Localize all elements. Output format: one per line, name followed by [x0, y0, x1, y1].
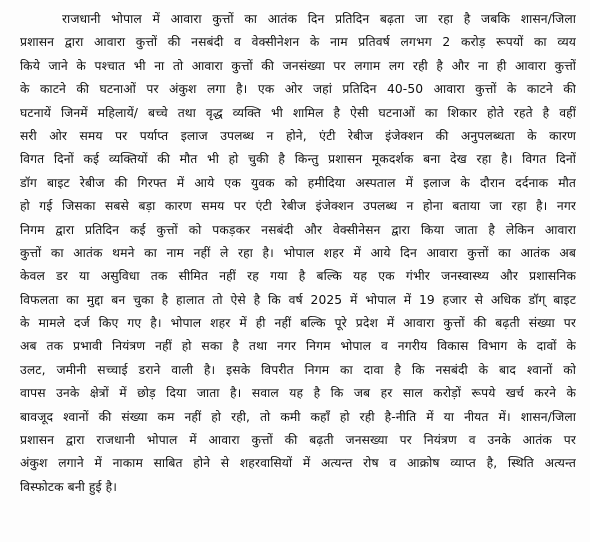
paragraph-line-11: कुत्तों का आतंक थमने का नाम नहीं ले रहा है। भोपाल शहर में आये दिन आवारा कुत्तों का आतंक अब: [20, 245, 576, 260]
paragraph-line-10: निगम द्वारा प्रतिदिन कई कुत्तों को पकड़कर नसबंदी और वेक्सीनेसन द्वारा किया जाता है लेकिन आवारा: [20, 222, 576, 237]
paragraph-line-12: केवल डर या असुविधा तक सीमित नहीं रह गया है बल्कि यह एक गंभीर जनस्वास्थ्य और प्रशासनिक: [20, 269, 576, 284]
paragraph-line-8: डॉग बाइट रेबीज की गिरफ्त में आये एक युवक को हमीदिया अस्पताल में इलाज के दौरान दर्दनाक मौत: [20, 175, 576, 190]
paragraph-line-21: विस्फोटक बनी हुई है।: [20, 479, 118, 494]
paragraph-line-1: राजधानी भोपाल में आवारा कुत्तों का आतंक दिन प्रतिदिन बढ़ता जा रहा है जबकि शासन/जिला: [62, 12, 576, 26]
paragraph-line-17: वापस उनके क्षेत्रों में छोड़ दिया जाता है। सवाल यह है कि जब हर साल करोड़ों रूपये खर्च करने के: [20, 386, 576, 401]
paragraph-line-20: अंकुश लगाने में नाकाम साबित होने से शहरवासियों में अत्यन्त रोष व आक्रोष व्याप्त है, स्थिति अत्यन्त: [20, 456, 576, 471]
paragraph-line-6: सरी ओर समय पर पर्याप्त इलाज उपलब्ध न होने, एंटी रेबीज इंजेक्शन की अनुपलब्धता के कारण: [20, 128, 576, 143]
paragraph-line-13: विफलता का मुद्दा बन चुका है हालात तो ऐसे है कि वर्ष 2025 में भोपाल में 19 हजार से अधिक डॉग् बाइट: [20, 292, 576, 307]
paragraph-line-7: विगत दिनों कई व्यक्तियों की मौत भी हो चुकी है किन्तु प्रशासन मूकदर्शक बना देख रहा है। विगत दिनों: [20, 152, 576, 167]
paragraph-line-3: किये जाने के पश्चात भी ना तो आवारा कुत्तों की जनसंख्या पर लगाम लग रही है और ना ही आवारा कुत्तों: [20, 58, 576, 73]
paragraph-line-2: प्रशासन द्वारा आवारा कुत्तों की नसबंदी व वेक्सीनेशन के नाम प्रतिवर्ष लगभग 2 करोड़ रूपयों का व्यय: [20, 35, 576, 50]
paragraph-line-9: हो गई जिसका सबसे बड़ा कारण समय पर एंटी रेबीज इंजेक्शन उपलब्ध न होना बताया जा रहा है। नगर: [20, 199, 576, 214]
document-paragraph: [20, 8, 576, 499]
paragraph-line-15: अब तक प्रभावी नियंत्रण नहीं हो सका है तथा नगर निगम भोपाल व नगरीय विकास विभाग के दावों के: [20, 339, 576, 354]
paragraph-line-5: घटनायें जिनमें महिलायें/ बच्चे तथा वृद्ध व्यक्ति भी शामिल है ऐसी घटनाओं का शिकार होते रहते है वहीं: [20, 105, 576, 120]
paragraph-line-14: के मामले दर्ज किए गए है। भोपाल शहर में ही नहीं बल्कि पूरे प्रदेश में आवारा कुत्तों की बढ़ती संख्या पर: [20, 316, 576, 331]
paragraph-line-4: के काटने की घटनाओं पर अंकुश लगा है। एक ओर जहां प्रतिदिन 40-50 आवारा कुत्तों के काटने की: [20, 82, 576, 97]
paragraph-line-16: उलट, जमीनी सच्चाई डराने वाली है। इसके विपरीत निगम का दावा है कि नसबंदी के बाद श्वानों को: [20, 362, 576, 377]
paragraph-line-19: प्रशासन द्वारा राजधानी भोपाल में आवारा कुत्तों की बढ़ती जनसख्या पर नियंत्रण व उनके आतंक पर: [20, 433, 576, 448]
paragraph-line-18: बावजूद श्वानों की संख्या कम नहीं हो रही, तो कमी कहाँ हो रही है-नीति में या नीयत में। शासन/जिला: [20, 409, 576, 424]
